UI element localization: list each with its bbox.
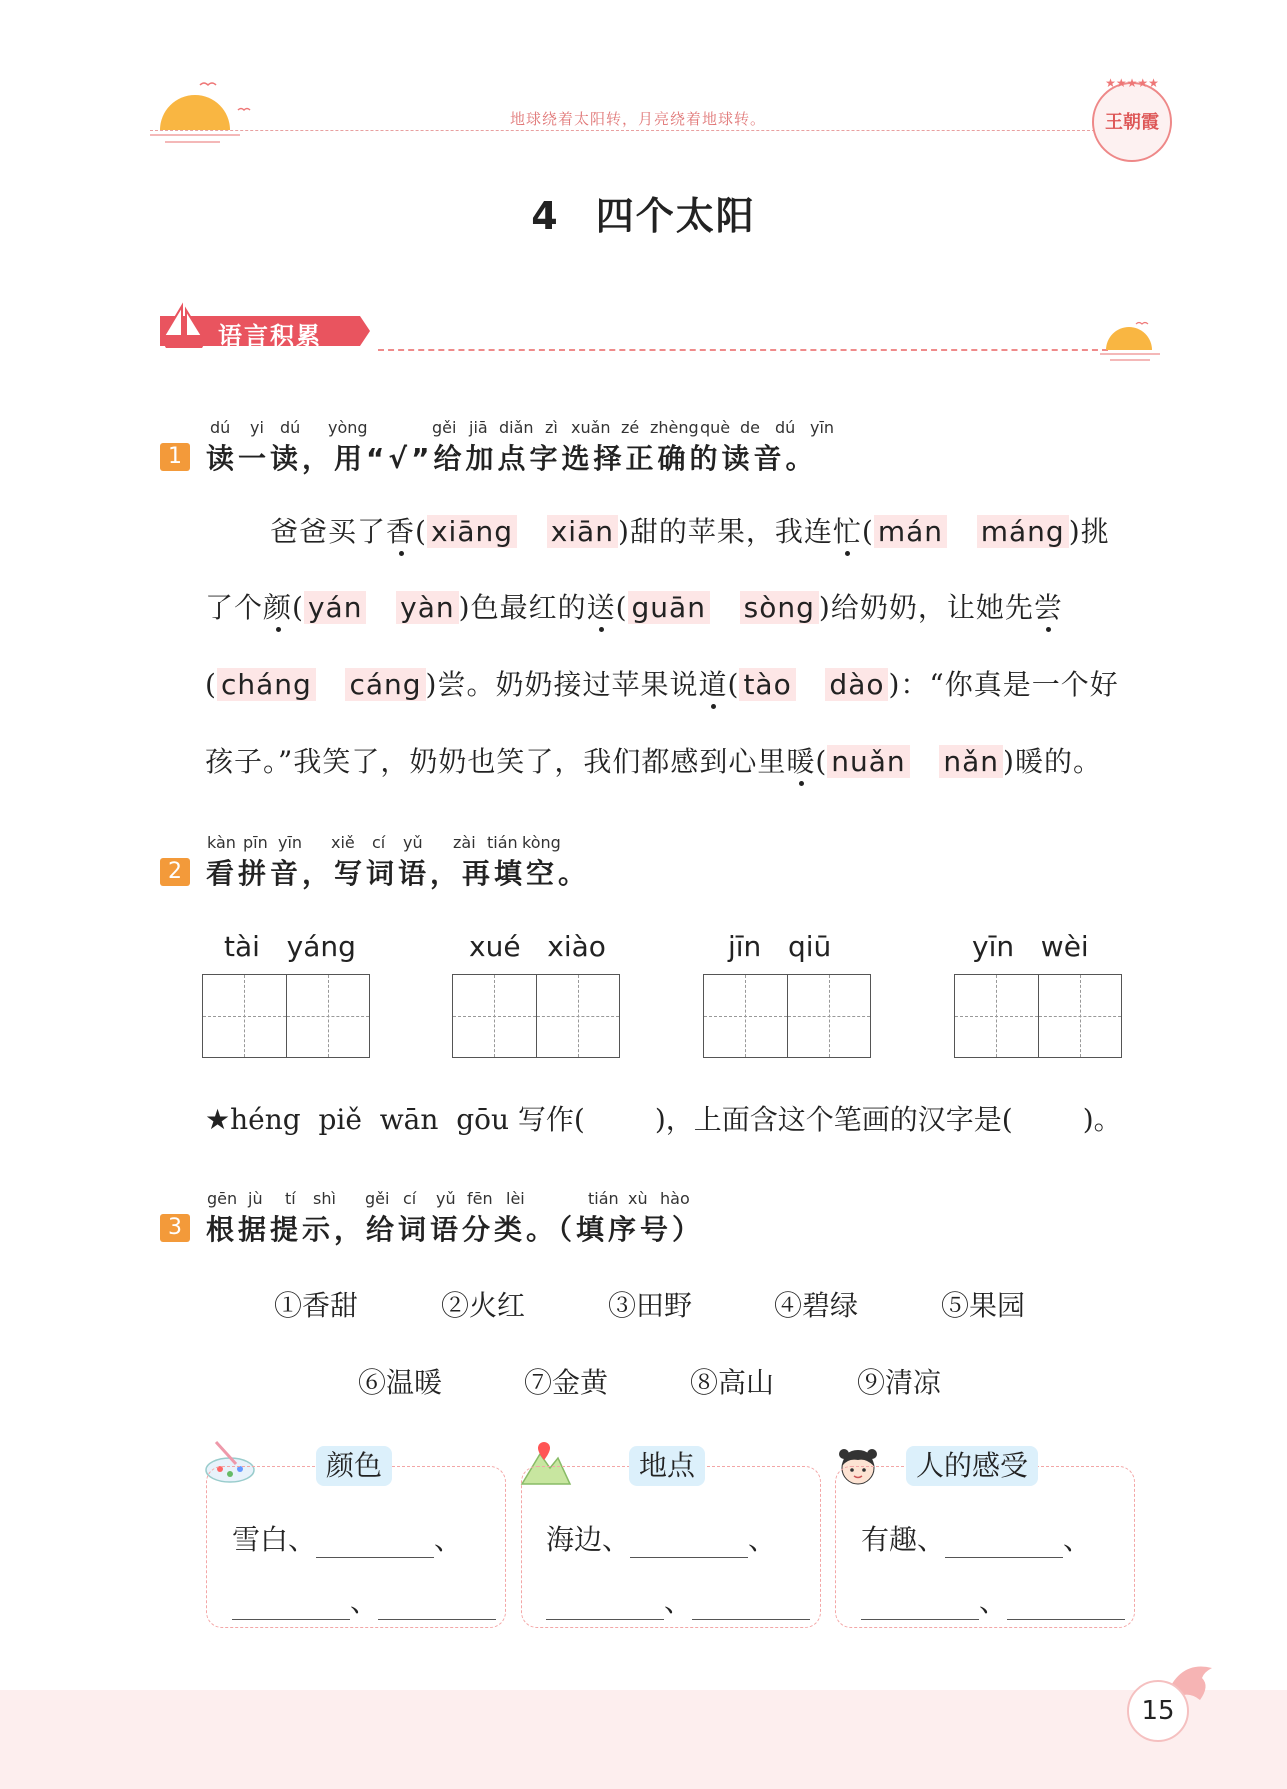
answer-line[interactable]	[861, 1589, 979, 1620]
page-number: 15	[1127, 1680, 1189, 1742]
q1-pinyin: dú	[775, 418, 796, 437]
pinyin-option[interactable]: guān	[628, 591, 710, 624]
q2-pinyin: xiě	[331, 833, 355, 852]
stamp-text: 王朝霞	[1105, 112, 1159, 133]
q1-passage-line-4: 孩子。”我笑了，奶奶也笑了，我们都感到心里暖( nuǎn nǎn )暖的。	[205, 745, 1102, 778]
q1-pinyin: dú	[280, 418, 301, 437]
pinyin-option[interactable]: sòng	[740, 591, 819, 624]
q3-pinyin: xù	[628, 1189, 648, 1208]
q1-pinyin: gěi	[432, 418, 457, 437]
section-divider	[378, 349, 1108, 351]
grid-pinyin: xué xiào	[469, 930, 606, 963]
pinyin-option[interactable]: yàn	[396, 591, 458, 624]
pinyin-option[interactable]: mán	[874, 515, 947, 548]
pinyin-option[interactable]: nuǎn	[827, 745, 909, 778]
dotted-char: 忙	[832, 515, 862, 548]
sailboat-icon	[158, 302, 210, 350]
category-second-line: 、	[861, 1580, 1125, 1620]
lesson-title	[0, 185, 1287, 240]
writing-grid[interactable]	[703, 974, 871, 1058]
category-second-line: 、	[546, 1580, 810, 1620]
q2-pinyin: pīn	[243, 833, 268, 852]
word-option: ④碧绿	[774, 1289, 859, 1322]
q2-pinyin: cí	[372, 833, 386, 852]
answer-line[interactable]	[630, 1527, 748, 1558]
grid-pinyin: jīn qiū	[728, 930, 832, 963]
dotted-char: 香	[386, 515, 416, 548]
dotted-char: 颜	[263, 591, 293, 624]
answer-line[interactable]	[546, 1589, 664, 1620]
dotted-char: 尝	[1033, 591, 1063, 624]
q2-pinyin: kàn	[207, 833, 236, 852]
brand-stamp	[1092, 76, 1172, 162]
pinyin-option[interactable]: nǎn	[939, 745, 1003, 778]
category-second-line: 、	[232, 1580, 496, 1620]
q1-pinyin: què	[700, 418, 731, 437]
word-option: ⑥温暖	[358, 1366, 443, 1399]
q3-pinyin: gěi	[365, 1189, 390, 1208]
category-label: 地点	[629, 1446, 705, 1486]
category-first-line: 有趣、 、	[861, 1523, 1092, 1556]
answer-line[interactable]	[232, 1589, 350, 1620]
q3-pinyin: shì	[313, 1189, 336, 1208]
pinyin-option[interactable]: dào	[825, 668, 888, 701]
pinyin-option[interactable]: cáng	[345, 668, 425, 701]
q1-pinyin: zì	[545, 418, 558, 437]
pinyin-option[interactable]: xiāng	[427, 515, 517, 548]
q3-number: 3	[160, 1214, 190, 1242]
q3-pinyin: hào	[660, 1189, 690, 1208]
sunset-logo-icon	[150, 80, 260, 150]
stroke-question: ★héng piě wān gōu 写作( )，上面含这个笔画的汉字是( )。	[205, 1103, 1122, 1136]
q1-pinyin: dú	[210, 418, 231, 437]
q2-pinyin: kòng	[522, 833, 561, 852]
grid-pinyin: tài yáng	[224, 930, 356, 963]
stamp-stars-icon: ★★★★★	[1105, 76, 1159, 90]
word-option: ⑨清凉	[857, 1366, 942, 1399]
footer-band	[0, 1690, 1287, 1789]
q1-pinyin: zé	[621, 418, 640, 437]
pinyin-option[interactable]: yán	[304, 591, 366, 624]
q3-pinyin: yǔ	[436, 1189, 456, 1208]
dotted-char: 道	[698, 668, 728, 701]
pinyin-option[interactable]: xiān	[547, 515, 618, 548]
dotted-char: 送	[586, 591, 616, 624]
small-sunset-icon	[1100, 318, 1162, 364]
q3-pinyin: jù	[248, 1189, 263, 1208]
writing-grid[interactable]	[202, 974, 370, 1058]
category-label: 人的感受	[906, 1446, 1038, 1486]
q2-pinyin: yīn	[278, 833, 303, 852]
q1-passage-line-1: 爸爸买了香( xiāng xiān )甜的苹果，我连忙( mán máng )挑	[270, 515, 1110, 548]
q3-pinyin: gēn	[207, 1189, 238, 1208]
category-first-line: 海边、 、	[546, 1523, 777, 1556]
section-title: 语言积累	[218, 322, 322, 350]
pinyin-option[interactable]: cháng	[217, 668, 316, 701]
answer-line[interactable]	[316, 1527, 434, 1558]
q3-pinyin: tián	[588, 1189, 619, 1208]
writing-grid[interactable]	[954, 974, 1122, 1058]
q1-pinyin: yi	[250, 418, 264, 437]
grid-pinyin: yīn wèi	[972, 930, 1089, 963]
category-label: 颜色	[316, 1446, 392, 1486]
q3-pinyin: cí	[403, 1189, 417, 1208]
lesson-name: 四个太阳	[595, 194, 756, 238]
q1-pinyin: xuǎn	[571, 418, 611, 437]
q1-instruction: 读一读，用“√”给加点字选择正确的读音。	[206, 442, 818, 475]
q2-pinyin: yǔ	[403, 833, 423, 852]
q2-pinyin: zài	[453, 833, 476, 852]
q1-pinyin: diǎn	[499, 418, 534, 437]
answer-line[interactable]	[1007, 1589, 1125, 1620]
q1-passage-line-3: ( cháng cáng )尝。奶奶接过苹果说道( tào dào )：“你真是一个好	[205, 668, 1119, 701]
q1-number: 1	[160, 443, 190, 471]
answer-line[interactable]	[378, 1589, 496, 1620]
answer-line[interactable]	[945, 1527, 1063, 1558]
q1-passage-line-2: 了个颜( yán yàn )色最红的送( guān sòng )给奶奶，让她先尝	[205, 591, 1063, 624]
word-option: ⑧高山	[690, 1366, 775, 1399]
q2-pinyin: tián	[487, 833, 518, 852]
lesson-number: 4	[531, 194, 560, 238]
word-option: ⑦金黄	[524, 1366, 609, 1399]
q1-pinyin: yòng	[328, 418, 368, 437]
q2-number: 2	[160, 858, 190, 886]
q1-pinyin: de	[740, 418, 760, 437]
word-option: ⑤果园	[941, 1289, 1026, 1322]
pinyin-option[interactable]: tào	[739, 668, 795, 701]
q1-pinyin: yīn	[810, 418, 835, 437]
q3-instruction: 根据提示，给词语分类。（填序号）	[206, 1213, 705, 1246]
q1-pinyin: zhèng	[650, 418, 699, 437]
q3-pinyin: lèi	[506, 1189, 525, 1208]
pinyin-option[interactable]: máng	[977, 515, 1069, 548]
dotted-char: 暖	[786, 745, 816, 778]
q1-pinyin: jiā	[469, 418, 488, 437]
word-option: ②火红	[441, 1289, 526, 1322]
q2-pinyin-row	[0, 833, 1287, 855]
category-first-line: 雪白、 、	[232, 1523, 463, 1556]
word-option: ①香甜	[274, 1289, 359, 1322]
q3-pinyin: fēn	[467, 1189, 493, 1208]
word-option: ③田野	[608, 1289, 693, 1322]
q2-instruction: 看拼音，写词语，再填空。	[206, 857, 591, 890]
writing-grid[interactable]	[452, 974, 620, 1058]
answer-line[interactable]	[692, 1589, 810, 1620]
q3-pinyin: tí	[285, 1189, 296, 1208]
header-tagline: 地球绕着太阳转，月亮绕着地球转。	[510, 110, 767, 128]
header-divider	[150, 130, 1100, 131]
